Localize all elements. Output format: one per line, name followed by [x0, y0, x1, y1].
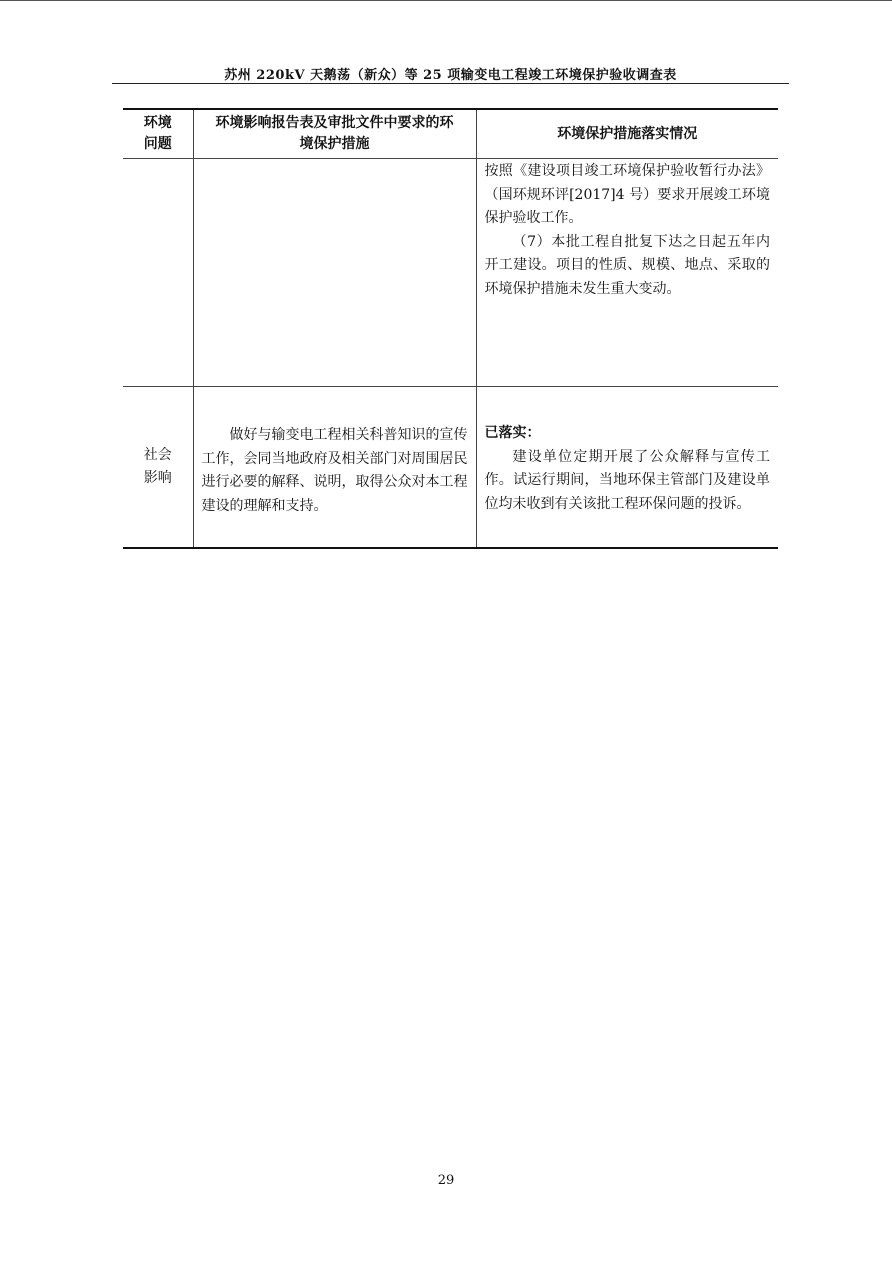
- table-row: [123, 159, 778, 387]
- header-rule: [112, 83, 789, 84]
- measures-table: [123, 108, 778, 549]
- header-implementation-text: 环境保护措施落实情况: [557, 125, 698, 142]
- issue-cell: [123, 387, 193, 549]
- implementation-cell: [476, 387, 778, 549]
- table-header-row: [123, 109, 778, 159]
- header-issue-text: 环境 问题: [143, 115, 172, 152]
- page-top-border: [0, 0, 892, 1]
- header-requirement: [193, 109, 476, 159]
- running-header: 苏州 220kV 天鹅荡（新众）等 25 项输变电工程竣工环境保护验收调查表: [224, 68, 677, 83]
- issue-text: 社会 影响: [143, 447, 172, 486]
- issue-cell: [123, 159, 193, 387]
- implementation-paragraph: 按照《建设项目竣工环境保护验收暂行办法》（国环规环评[2017]4 号）要求开展竣工环境保护验收工作。: [484, 163, 770, 226]
- header-requirement-text: 环境影响报告表及审批文件中要求的环境保护措施: [215, 115, 454, 152]
- requirement-cell: [193, 159, 476, 387]
- page-number: 29: [437, 1173, 455, 1188]
- requirement-text: 做好与输变电工程相关科普知识的宣传工作，会同当地政府及相关部门对周围居民进行必要的解释、说明，取得公众对本工程建设的理解和支持。: [201, 427, 468, 514]
- implementation-paragraph: 建设单位定期开展了公众解释与宣传工作。试运行期间，当地环保主管部门及建设单位均未收到有关该批工程环保问题的投诉。: [484, 448, 770, 512]
- implementation-cell: [476, 159, 778, 387]
- implementation-paragraph: （7）本批工程自批复下达之日起五年内开工建设。项目的性质、规模、地点、采取的环境保护措施未发生重大变动。: [484, 233, 770, 297]
- requirement-cell: [193, 387, 476, 549]
- header-implementation: [476, 109, 778, 159]
- table-row: [123, 387, 778, 549]
- header-issue: [123, 109, 193, 159]
- status-label: 已落实：: [484, 425, 541, 441]
